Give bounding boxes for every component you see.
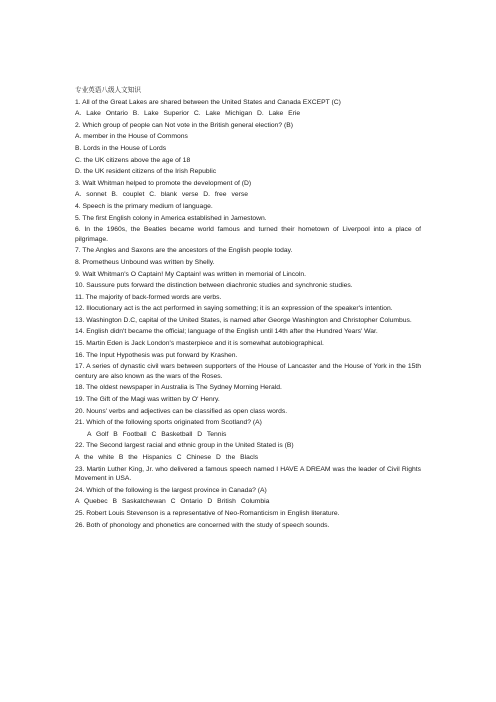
statement-13: 13. Washington D.C, capital of the United States, is named after George Washington and Christopher Columbus. bbox=[75, 316, 412, 324]
statement-6: 6. In the 1960s, the Beatles became world famous and turned their hometown of Liverpool into a place of pilgrimage. bbox=[75, 226, 421, 243]
statement-5: 5. The first English colony in America established in Jamestown. bbox=[75, 214, 267, 222]
question-24-options: A Quebec B Saskatchewan C Ontario D British Columbia bbox=[75, 498, 270, 506]
statement-16: 16. The Input Hypothesis was put forward by Krashen. bbox=[75, 351, 238, 359]
question-1-options: A. Lake Ontario B. Lake Superior C. Lake Michigan D. Lake Erie bbox=[75, 110, 301, 118]
statement-10: 10. Saussure puts forward the distinction between diachronic studies and synchronic studies. bbox=[75, 282, 353, 290]
statement-9: 9. Walt Whitman's O Captain! My Captain! was written in memorial of Lincoln. bbox=[75, 270, 306, 278]
question-2-option-b: B. Lords in the House of Lords bbox=[75, 144, 167, 152]
question-24: 24. Which of the following is the largest province in Canada? (A) bbox=[75, 486, 267, 494]
question-21-options: A Golf B Football C Basketball D Tennis bbox=[87, 430, 227, 438]
statement-23: 23. Martin Luther King, Jr. who delivered a famous speech named I HAVE A DREAM was the leader of Civil Rights Movement in USA. bbox=[75, 465, 421, 483]
statement-26: 26. Both of phonology and phonetics are concerned with the study of speech sounds. bbox=[75, 521, 330, 529]
statement-11: 11. The majority of back-formed words are verbs. bbox=[75, 293, 222, 301]
question-2-option-c: C. the UK citizens above the age of 18 bbox=[75, 156, 191, 164]
question-1: 1. All of the Great Lakes are shared between the United States and Canada EXCEPT (C) bbox=[75, 98, 341, 106]
statement-15: 15. Martin Eden is Jack London's masterpiece and it is somewhat autobiographical. bbox=[75, 340, 324, 348]
statement-18: 18. The oldest newspaper in Australia is The Sydney Morning Herald. bbox=[75, 384, 282, 392]
document-title: 专业英语八级人文知识 bbox=[75, 86, 141, 94]
statement-14: 14. English didn't became the official; language of the English until 14th after the Hundred Years' War. bbox=[75, 328, 378, 336]
statement-19: 19. The Gift of the Magi was written by O' Henry. bbox=[75, 396, 220, 404]
statement-12: 12. Illocutionary act is the act performed in saying something; it is an expression of the speaker's intention. bbox=[75, 305, 393, 313]
statement-7: 7. The Angles and Saxons are the ancestors of the English people today. bbox=[75, 247, 293, 255]
statement-8: 8. Prometheus Unbound was written by Shelly. bbox=[75, 258, 215, 266]
statement-4: 4. Speech is the primary medium of language. bbox=[75, 202, 213, 210]
question-3: 3. Walt Whitman helped to promote the development of (D) bbox=[75, 179, 252, 187]
statement-20: 20. Nouns' verbs and adjectives can be classified as open class words. bbox=[75, 407, 288, 415]
question-2: 2. Which group of people can Not vote in the British general election? (B) bbox=[75, 121, 293, 129]
question-2-option-a: A. member in the House of Commons bbox=[75, 133, 188, 141]
question-2-option-d: D. the UK resident citizens of the Irish Republic bbox=[75, 168, 217, 176]
question-3-options: A. sonnet B. couplet C. blank verse D. free verse bbox=[75, 191, 248, 199]
question-21: 21. Which of the following sports originated from Scotland? (A) bbox=[75, 419, 262, 427]
question-22-options: A the white B the Hispanics C Chinese D the Blacls bbox=[75, 454, 259, 461]
statement-17: 17. A series of dynastic civil wars between supporters of the House of Lancaster and the House of York in the 15th century are also known as the wars of the Roses. bbox=[75, 363, 421, 380]
question-22: 22. The Second largest racial and ethnic group in the United Stated is (B) bbox=[75, 442, 294, 450]
statement-25: 25. Robert Louis Stevenson is a representative of Neo-Romanticism in English literature. bbox=[75, 509, 340, 517]
document-page bbox=[75, 86, 421, 532]
